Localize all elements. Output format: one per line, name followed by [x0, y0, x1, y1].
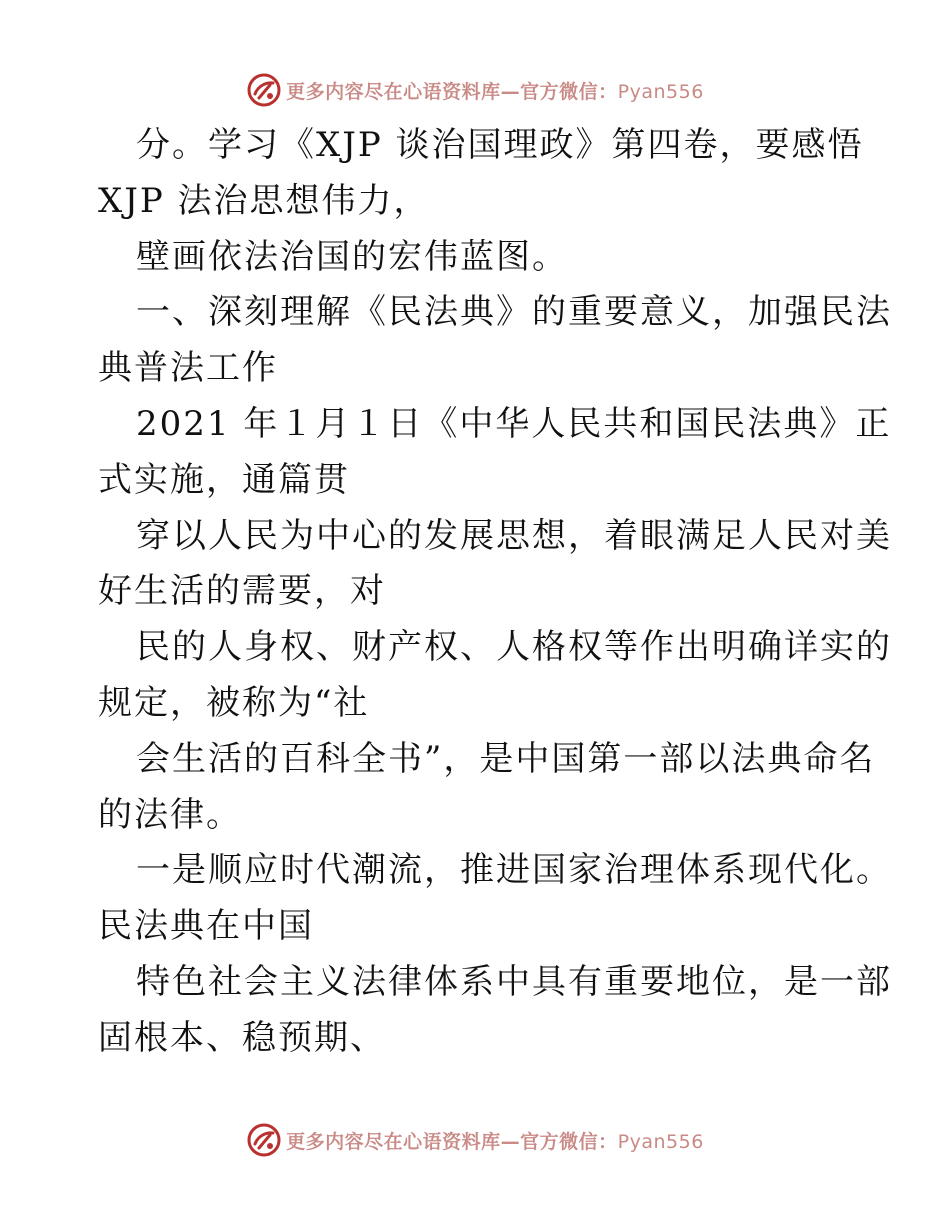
body-line: 壁画依法治国的宏伟蓝图。 [136, 236, 568, 277]
body-line: 一、深刻理解《民法典》的重要意义，加强民法 [136, 292, 892, 333]
footer-banner [0, 1120, 950, 1160]
footer-banner-label: 更多内容尽在心语资料库—官方微信： [286, 1130, 618, 1153]
body-line: 固根本、稳预期、 [98, 1017, 386, 1058]
body-line: 分。学习《XJP 谈治国理政》第四卷，要感悟 [136, 125, 864, 165]
body-line: 式实施，通篇贯 [98, 459, 350, 500]
header-banner-text [286, 77, 704, 104]
header-banner [0, 70, 950, 110]
body-line: 的法律。 [98, 794, 242, 835]
footer-wechat-id: Pyan556 [617, 1130, 704, 1153]
header-banner-label: 更多内容尽在心语资料库—官方微信： [286, 80, 618, 103]
body-line: 会生活的百科全书”，是中国第一部以法典命名 [136, 738, 876, 779]
body-line: 特色社会主义法律体系中具有重要地位，是一部 [136, 961, 892, 1002]
body-line: 好生活的需要，对 [98, 571, 386, 612]
body-line: 规定，被称为“社 [98, 682, 370, 723]
document-body [98, 118, 892, 1067]
body-line: 民法典在中国 [98, 906, 314, 947]
header-wechat-id: Pyan556 [617, 80, 704, 103]
body-line: 典普法工作 [98, 348, 278, 389]
footer-banner-text [286, 1127, 704, 1154]
brand-logo-icon [246, 72, 282, 108]
brand-logo-icon [246, 1122, 282, 1158]
body-line: 穿以人民为中心的发展思想，着眼满足人民对美 [136, 515, 892, 556]
body-line: XJP 法治思想伟力， [98, 180, 430, 221]
body-line: 一是顺应时代潮流，推进国家治理体系现代化。 [136, 850, 892, 891]
body-line: 民的人身权、财产权、人格权等作出明确详实的 [136, 627, 892, 668]
body-line: 2021 年１月１日《中华人民共和国民法典》正 [136, 403, 892, 444]
